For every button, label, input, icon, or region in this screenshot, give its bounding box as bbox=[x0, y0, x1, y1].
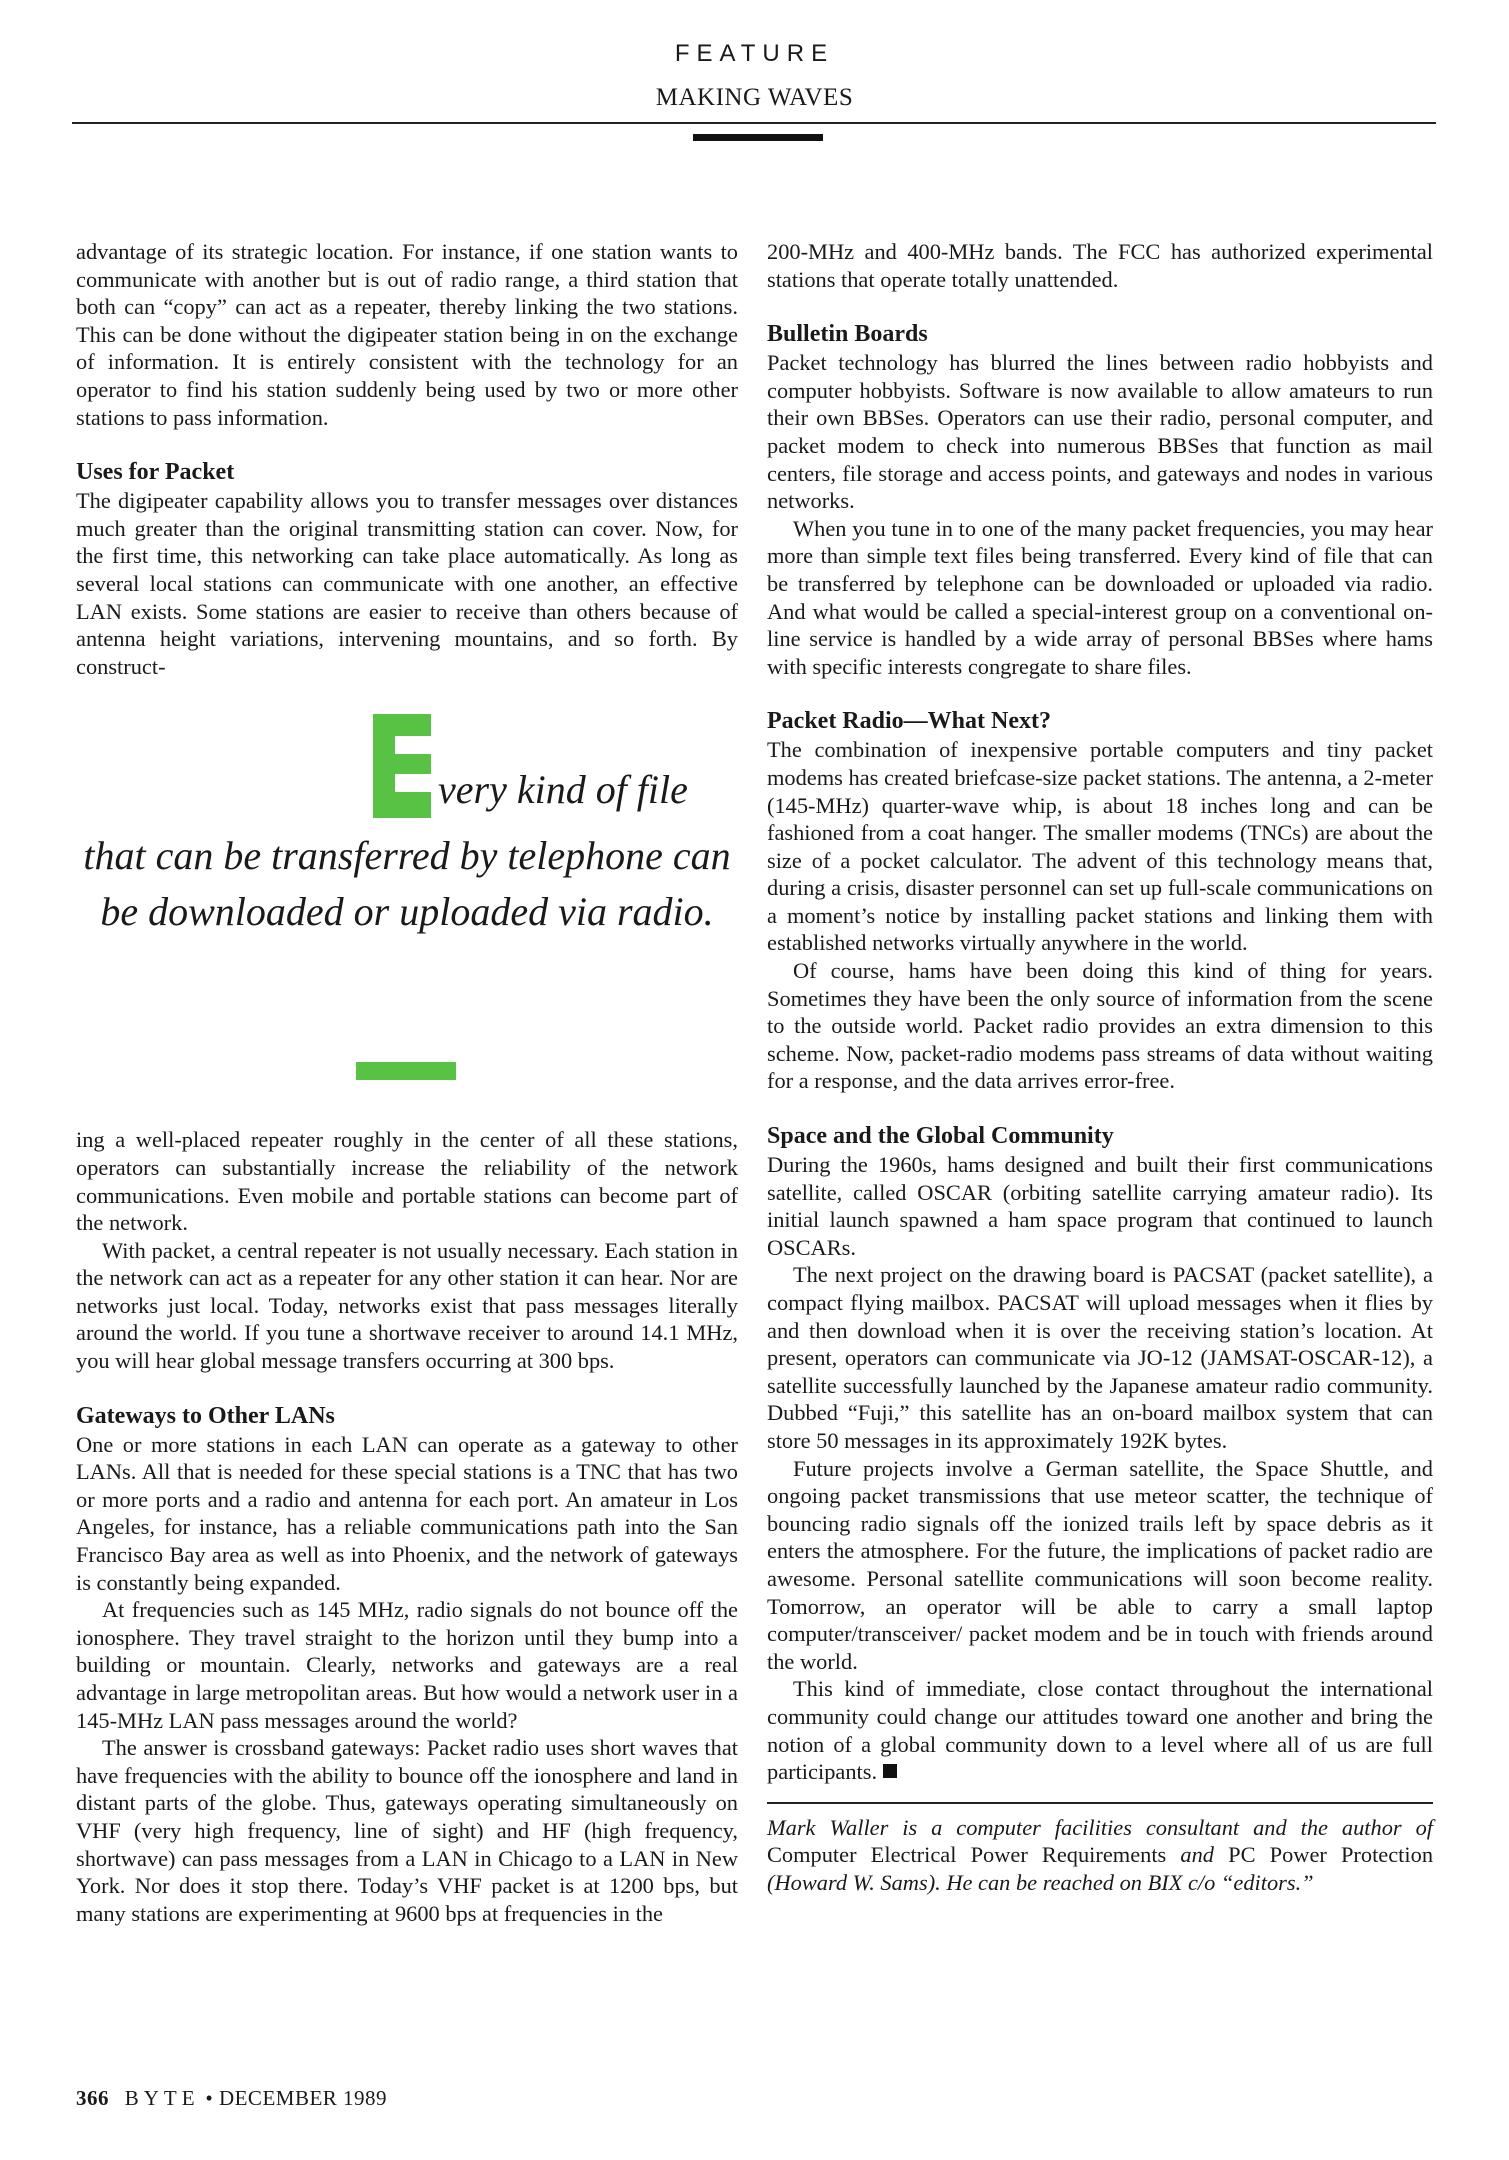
feature-kicker: FEATURE bbox=[674, 40, 835, 67]
header-accent-bar bbox=[693, 134, 823, 141]
paragraph: At frequencies such as 145 MHz, radio signals do not bounce off the ionosphere. They travel straight to the horizon until they bump into a building or mountain. Clearly, networks and gateways are a real advantage in large metropolitan areas. But how would a network user in a 145-MHz LAN pass messages around the world? bbox=[76, 1597, 738, 1733]
right-column bbox=[767, 238, 1433, 1896]
subhead-uses-for-packet: Uses for Packet bbox=[76, 459, 235, 486]
paragraph: The digipeater capability allows you to transfer messages over distances much greater than the original transmitting station can cover. Now, for the first time, this networking can take place automatically. As long as several local stations can communicate with one another, an effective LAN exists. Some stations are easier to receive than others because of antenna height variations, intervening mountains, and so forth. By construct- bbox=[76, 488, 738, 679]
page-footer bbox=[76, 2086, 387, 2111]
paragraph: When you tune in to one of the many packet frequencies, you may hear more than simple text files being transferred. Every kind of file that can be transferred by telephone can be downloaded or uploaded via radio. And what would be called a special-interest group on a conventional on-line service is handled by a wide array of personal BBSes where hams with specific interests congregate to share files. bbox=[767, 515, 1433, 679]
paragraph: Of course, hams have been doing this kind of thing for years. Sometimes they have been the only source of information from the scene to the outside world. Packet radio provides an extra dimension to this scheme. Now, packet-radio modems pass streams of data without waiting for a response, and the data arrives error-free. bbox=[767, 958, 1433, 1094]
bio-rule bbox=[767, 1802, 1433, 1804]
paragraph: One or more stations in each LAN can operate as a gateway to other LANs. All that is needed for these special stations is a TNC that has two or more ports and a radio and antenna for each port. An amateur in Los Angeles, for instance, has a reliable communications path into the San Francisco Bay area as well as into Phoenix, and the network of gateways is constantly being expanded. bbox=[76, 1431, 738, 1595]
subhead-space-global-community: Space and the Global Community bbox=[767, 1123, 1114, 1150]
paragraph: The answer is crossband gateways: Packet radio uses short waves that have frequencies with the ability to bounce off the ionosphere and land in distant parts of the globe. Thus, gateways operating simultaneously on VHF (very high frequency, line of sight) and HF (high frequency, shortwave) can pass messages from a LAN in Chicago to a LAN in New York. Nor does it stop there. Today’s VHF packet is at 1200 bps, but many stations are experimenting at 9600 bps at frequencies in the bbox=[76, 1735, 738, 1926]
footer-separator: • bbox=[205, 2086, 214, 2110]
paragraph: The combination of inexpensive portable computers and tiny packet modems has created briefcase-size packet stations. The antenna, a 2-meter (145-MHz) quarter-wave whip, is about 18 inches long and can be fashioned from a coat hanger. The smaller modems (TNCs) are about the size of a pocket calculator. The advent of this technology means that, during a crisis, disaster personnel can set up full-scale communications on a moment’s notice by installing packet stations and linking them with established networks virtually anywhere in the world. bbox=[767, 737, 1433, 956]
paragraph: Packet technology has blurred the lines between radio hobbyists and computer hobbyists. Software is now available to allow amateurs to run their own BBSes. Operators can use their radio, personal computer, and packet modem to check into numerous BBSes that function as mail centers, file storage and access points, and gateways and nodes in various networks. bbox=[767, 350, 1433, 514]
header-rule bbox=[72, 122, 1436, 124]
paragraph: During the 1960s, hams designed and built their first communications satellite, called OSCAR (orbiting satellite carrying amateur radio). Its initial launch spawned a ham space program that continued to launch OSCARs. bbox=[767, 1152, 1433, 1260]
paragraph: ing a well-placed repeater roughly in the center of all these stations, operators can substantially increase the reliability of the network communications. Even mobile and portable stations can become part of the network. bbox=[76, 1127, 738, 1236]
subhead-what-next: Packet Radio—What Next? bbox=[767, 708, 1051, 735]
pull-quote-first-line: very kind of file bbox=[438, 767, 688, 813]
paragraph-final: This kind of immediate, close contact throughout the international community could change our attitudes toward one another and bring the notion of a global community down to a level where all of us are full participants. bbox=[767, 1676, 1433, 1785]
paragraph: 200-MHz and 400-MHz bands. The FCC has authorized experimental stations that operate totally unattended. bbox=[767, 239, 1433, 292]
subhead-gateways: Gateways to Other LANs bbox=[76, 1402, 335, 1429]
issue-date: DECEMBER 1989 bbox=[218, 2086, 388, 2110]
pull-quote bbox=[76, 706, 738, 1102]
paragraph: advantage of its strategic location. For instance, if one station wants to communicate with another but is out of radio range, a third station that both can “copy” can act as a repeater, thereby linking the two stations. This can be done without the digipeater station being in on the exchange of information. It is entirely consistent with the technology for an operator to find his station suddenly being used by two or more other stations to pass information. bbox=[76, 239, 738, 430]
end-of-story-mark bbox=[883, 1764, 897, 1778]
subhead-bulletin-boards: Bulletin Boards bbox=[767, 321, 928, 348]
pull-quote-bar bbox=[356, 1062, 456, 1080]
author-bio: Mark Waller is a computer facilities consultant and the author of Computer Electrical Power Requirements and PC Power Protection (Howard W. Sams). He can be reached on BIX c/o “editors.” bbox=[767, 1814, 1434, 1895]
page-number: 366 bbox=[76, 2086, 109, 2110]
drop-cap bbox=[373, 714, 431, 818]
paragraph: With packet, a central repeater is not usually necessary. Each station in the network can act as a repeater for any other station it can hear. Nor are networks just local. Today, networks exist that pass messages literally around the world. If you tune a shortwave receiver to around 14.1 MHz, you will hear global message transfers occurring at 300 bps. bbox=[76, 1237, 738, 1374]
page-header bbox=[0, 0, 1509, 150]
paragraph: Future projects involve a German satellite, the Space Shuttle, and ongoing packet transmissions that use meteor scatter, the technique of bouncing radio signals off the ionized trails left by space debris as it enters the atmosphere. For the future, the implications of packet radio are awesome. Personal satellite communications will soon become reality. Tomorrow, an operator will be able to carry a small laptop computer/transceiver/ packet modem and be in touch with friends around the world. bbox=[767, 1455, 1433, 1674]
paragraph: The next project on the drawing board is PACSAT (packet satellite), a compact flying mailbox. PACSAT will upload messages when it flies by and then download when it is over the receiving station’s location. At present, operators can communicate via JO-12 (JAMSAT-OSCAR-12), a satellite successfully launched by the Japanese amateur radio community. Dubbed “Fuji,” this satellite has an on-board mailbox system that can store 50 messages in its approximately 192K bytes. bbox=[767, 1262, 1433, 1453]
section-title: MAKING WAVES bbox=[655, 84, 854, 111]
pull-quote-text: that can be transferred by telephone can be downloaded or uploaded via radio. bbox=[83, 833, 731, 935]
left-column bbox=[76, 238, 738, 1927]
magazine-name: BYTE bbox=[124, 2086, 200, 2110]
